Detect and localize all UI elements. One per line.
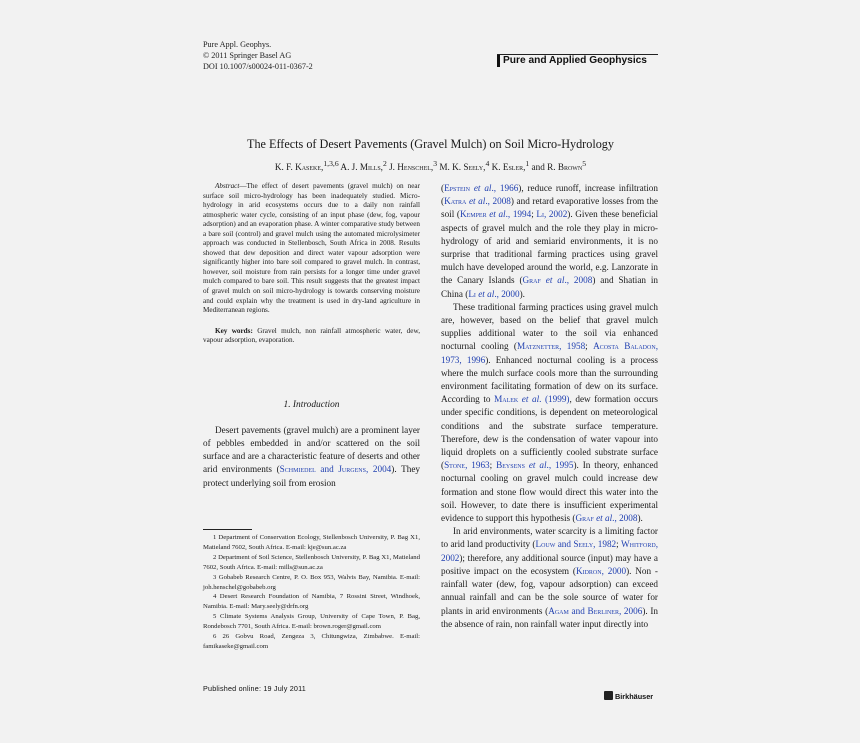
intro-paragraph: Desert pavements (gravel mulch) are a prominent layer of pebbles embedded in and/or scattered on the soil surface and are a characteristic feature of deserts and other arid environments (Schmiedel and Jurgens, 2004). They protect underlying soil from erosion (203, 424, 421, 488)
birkhauser-icon (604, 691, 613, 700)
abstract-text: —The effect of desert pavements (gravel mulch) on near surface soil micro-hydrology has been inadequately studied. Micro-hydrology in arid ecosystems occurs due to a daily non rainfall atmospheric water cycle, consisting of an input phase (dew, fog, vapour adsorption) and an evaporation phase. A winter comparative study between a bare soil (control) and gravel mulch using the automated microlysimeter approach was conducted in Stellenbosch, South Africa in 2008. Results showed that dew deposition and direct water vapour adsorption were significantly higher into bare soil compared to gravel mulch. In contrast, however, soil moisture from rain persists for a longer time under gravel mulch compared to bare soil. This result suggests that the greatest impact of gravel mulch on soil micro-hydrology is towards conserving moisture and could explain why the treatment is used in dry-land agriculture in Mediterranean regions. (203, 182, 420, 315)
publisher-name: Birkhäuser (615, 692, 654, 701)
abstract (203, 182, 420, 316)
body-paragraph-3: In arid environments, water scarcity is a limiting factor to arid land productivity (Louw and Seely, 1982; Whitford, 2002); therefore, any additional source (input) may have a positive impact on the ecosystem (Kidron, 2000). Non -rainfall water (dew, fog, vapour adsorption) can exceed annual rainfall and can be the sole source of water for plants in arid environments (Agam and Berliner, 2006). In the absence of rain, non rainfall water input directly into (441, 526, 659, 629)
footnote: 4 Desert Research Foundation of Namibia, 7 Rossini Street, Windhoek, Namibia. E-mail: Mary.seely@drfn.org (203, 593, 420, 611)
footnote: 3 Gobabeb Research Centre, P. O. Box 953, Walvis Bay, Namibia. E-mail: joh.henschel@gobabeb.org (203, 573, 420, 591)
footnote: 1 Department of Conservation Ecology, Stellenbosch University, P. Bag X1, Matieland 7602, South Africa. E-mail: kje@sun.ac.za (203, 534, 420, 551)
keywords-label: Key words: (215, 326, 253, 335)
footnotes (203, 533, 420, 652)
left-column (203, 182, 420, 490)
header-copyright: © 2011 Springer Basel AG (203, 50, 292, 60)
author-list: K. F. Kaseke,$^{1,3,6}$ A. J. Mills,$^2$ J. Henschel,$^3$ M. K. Seely,$^4$ K. Esler,$^1$ and R. Brown$^5$ (274, 159, 587, 173)
footnote: 2 Department of Soil Science, Stellenbosch University, P. Bag X1, Matieland 7602, South Africa. E-mail: mills@sun.ac.za (203, 553, 420, 571)
footnote: 5 Climate Systems Analysis Group, University of Cape Town, P. Bag, Rondebosch 7701, South Africa. E-mail: brown.roger@gmail.com (203, 613, 420, 631)
section-heading: 1. Introduction (283, 399, 340, 410)
right-column (441, 182, 658, 631)
abstract-label: Abstract (215, 182, 240, 190)
journal-name: Pure and Applied Geophysics (503, 55, 647, 66)
paper-title: The Effects of Desert Pavements (Gravel Mulch) on Soil Micro-Hydrology (247, 137, 614, 151)
body-paragraph-2: These traditional farming practices using gravel mulch are, however, based on the belief that gravel mulch supplies additional water to the soil via enhanced nocturnal cooling (Matznetter, 1958; Acosta Baladon, 1973, 1996). Enhanced nocturnal cooling is a process where the mulch surface cools more than the surrounding environment facilitating formation of dew on its surface. According to Malek et al. (1999), dew formation occurs under specific conditions, is dependent on meteorological conditions and the substrate surface temperature. Therefore, dew is the condensation of water vapour into liquid droplets on a sufficiently cooled substrate surface (Stone, 1963; Beysens et al., 1995). In theory, enhanced nocturnal cooling on gravel mulch could increase dew formation and stone flow would direct this water into the soil. However, to date there is insufficient experimental evidence to support this hypothesis (Graf et al., 2008). (441, 301, 659, 524)
header-citation (203, 40, 313, 72)
footnote: 6 26 Gobvu Road, Zengeza 3, Chitungwiza, Zimbabwe. E-mail: famikaseke@gmail.com (203, 633, 420, 650)
published-date: Published online: 19 July 2011 (203, 684, 306, 693)
header-journal-abbrev: Pure Appl. Geophys. (203, 40, 272, 49)
publisher-logo (604, 691, 653, 701)
header-doi: DOI 10.1007/s00024-011-0367-2 (203, 61, 313, 71)
keywords (203, 327, 420, 346)
body-paragraph-1: (Epstein et al., 1966), reduce runoff, increase infiltration (Katra et al., 2008) and retard evaporative losses from the soil (Kemper et al., 1994; Li, 2002). Given these beneficial aspects of gravel mulch and the role they play in micro-hydrology of arid and semiarid environments, it is no surprise that traditional farming practices using gravel mulch have developed around the world, e.g. Lanzorate in the Canary Islands (Graf et al., 2008) and Shatian in China (Li et al., 2000). (441, 183, 659, 299)
footnote-rule (203, 529, 252, 530)
keywords-text: Gravel mulch, non rainfall atmospheric water, dew, vapour adsorption, evaporation. (203, 326, 420, 345)
